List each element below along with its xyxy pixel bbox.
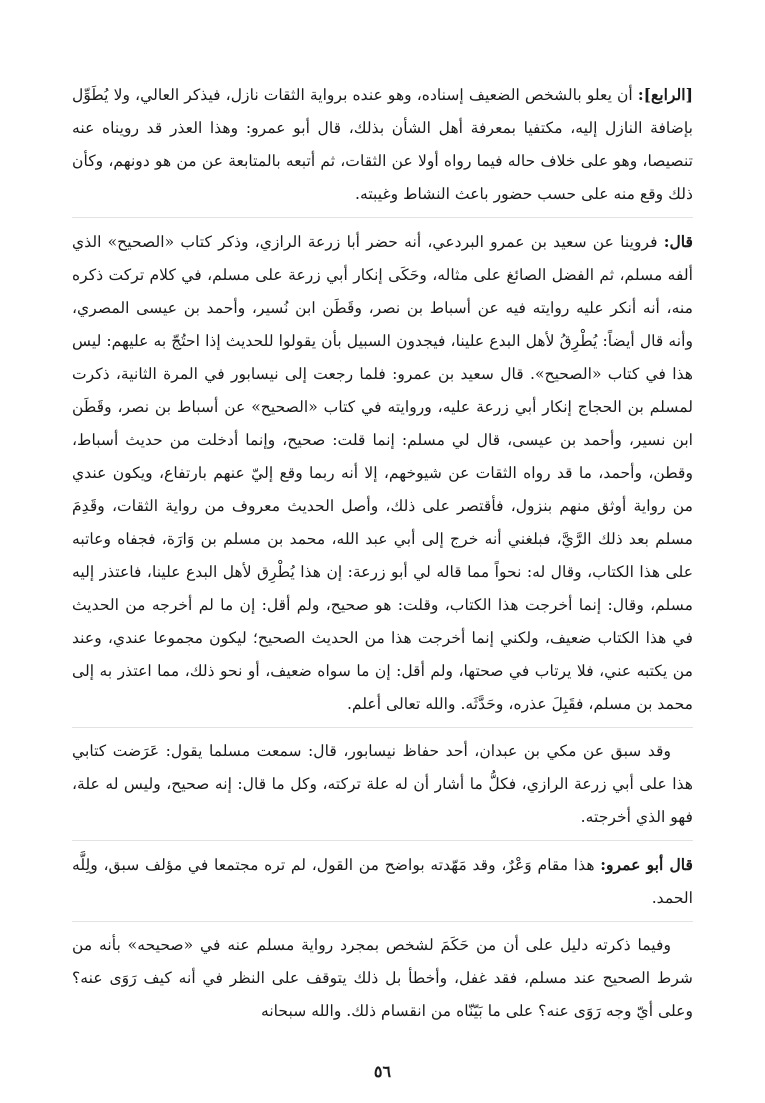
paragraph-text: وقد سبق عن مكي بن عبدان، أحد حفاظ نيسابور، قال: سمعت مسلما يقول: عَرَضت كتابي هذا على أبي زرعة الرازي، فكلُّ ما أشار أن له علة تركته، وكل ما قال: إنه صحيح، وليس له علة، فهو الذي أخرجته. — [72, 742, 693, 826]
paragraph-makki — [72, 727, 693, 834]
paragraph-fourth-reason — [72, 78, 693, 211]
paragraph-said — [72, 217, 693, 721]
paragraph-abu-amr — [72, 840, 693, 915]
paragraph-lead: قال أبو عمرو: — [600, 855, 693, 874]
paragraph-text: أن يعلو بالشخص الضعيف إسناده، وهو عنده برواية الثقات نازل، فيذكر العالي، ولا يُطَوِّل بإضافة النازل إليه، مكتفيا بمعرفة أهل الشأن بذلك، قال أبو عمرو: وهذا العذر قد رويناه عنه تنصيصا، وهو على خلاف حاله فيما رواه أولا عن الثقات، ثم أتبعه بالمتابعة عن من هو دونهم، وكأن ذلك وقع منه على حسب حضور باعث النشاط وغيبته. — [72, 86, 693, 203]
page-number: ٥٦ — [373, 1062, 392, 1081]
paragraph-lead: [الرابع]: — [637, 85, 693, 104]
paragraph-text: هذا مقام وَعْرٌ، وقد مَهّدته بواضح من القول، لم تره مجتمعا في مؤلف سبق، ولِلَّه الحمد. — [72, 856, 693, 907]
paragraph-text: وفيما ذكرته دليل على أن من حَكَمَ لشخص بمجرد رواية مسلم عنه في «صحيحه» بأنه من شرط الصحيح عند مسلم، فقد غفل، وأخطأ بل ذلك يتوقف على النظر في أنه كيف رَوَى عنه؟ وعلى أيّ وجه رَوَى عنه؟ على ما بَيّنّاه من انقسام ذلك. والله سبحانه — [72, 936, 693, 1020]
page-body — [72, 78, 693, 1028]
paragraph-lead: قال: — [663, 232, 693, 251]
paragraph-text: فروينا عن سعيد بن عمرو البردعي، أنه حضر أبا زرعة الرازي، وذكر كتاب «الصحيح» الذي ألفه مسلم، ثم الفضل الصائغ على مثاله، وحَكَى إنكار أبي زرعة على مسلم، في كلام تركت ذكره منه، أنه أنكر عليه روايته فيه عن أسباط بن نصر، وقَطَن ابن نُسير، وأحمد بن عيسى المصري، وأنه قال أيضاً: يُطْرِقُ لأهل البدع علينا، فيجدون السبيل بأن يقولوا للحديث إذا احتُجّ به عليهم: ليس هذا في كتاب «الصحيح». قال سعيد بن عمرو: فلما رجعت إلى نيسابور في المرة الثانية، ذكرت لمسلم بن الحجاج إنكار أبي زرعة عليه، وروايته في كتاب «الصحيح» عن أسباط بن نصر، وقَطَن ابن نسير، وأحمد بن عيسى، قال لي مسلم: إنما قلت: صحيح، وإنما أدخلت من حديث أسباط، وقطن، وأحمد، ما قد رواه الثقات عن شيوخهم، إلا أنه ربما وقع إليّ عنهم بارتفاع، ويكون عندي من رواية أوثق منهم بنزول، فأقتصر على ذلك، وأصل الحديث معروف من رواية الثقات، وقَدِمَ مسلم بعد ذلك الرَّيَّ، فبلغني أنه خرج إلى أبي عبد الله، محمد بن مسلم بن وَارَة، فجفاه وعاتبه على هذا الكتاب، وقال له: نحواً مما قاله لي أبو زرعة: إن هذا يُطْرِق لأهل البدع علينا، فاعتذر إليه مسلم، وقال: إنما أخرجت هذا الكتاب، وقلت: هو صحيح، ولم أقل: إن ما لم أخرجه من الحديث في هذا الكتاب ضعيف، ولكني إنما أخرجت هذا من الحديث الصحيح؛ ليكون مجموعا عندي، وعند من يكتبه عني، فلا يرتاب في صحتها، ولم أقل: إن ما سواه ضعيف، أو نحو ذلك، مما اعتذر به إلى محمد بن مسلم، فقَبِلَ عذره، وحَدَّثَه. والله تعالى أعلم. — [72, 233, 693, 713]
paragraph-evidence — [72, 921, 693, 1028]
